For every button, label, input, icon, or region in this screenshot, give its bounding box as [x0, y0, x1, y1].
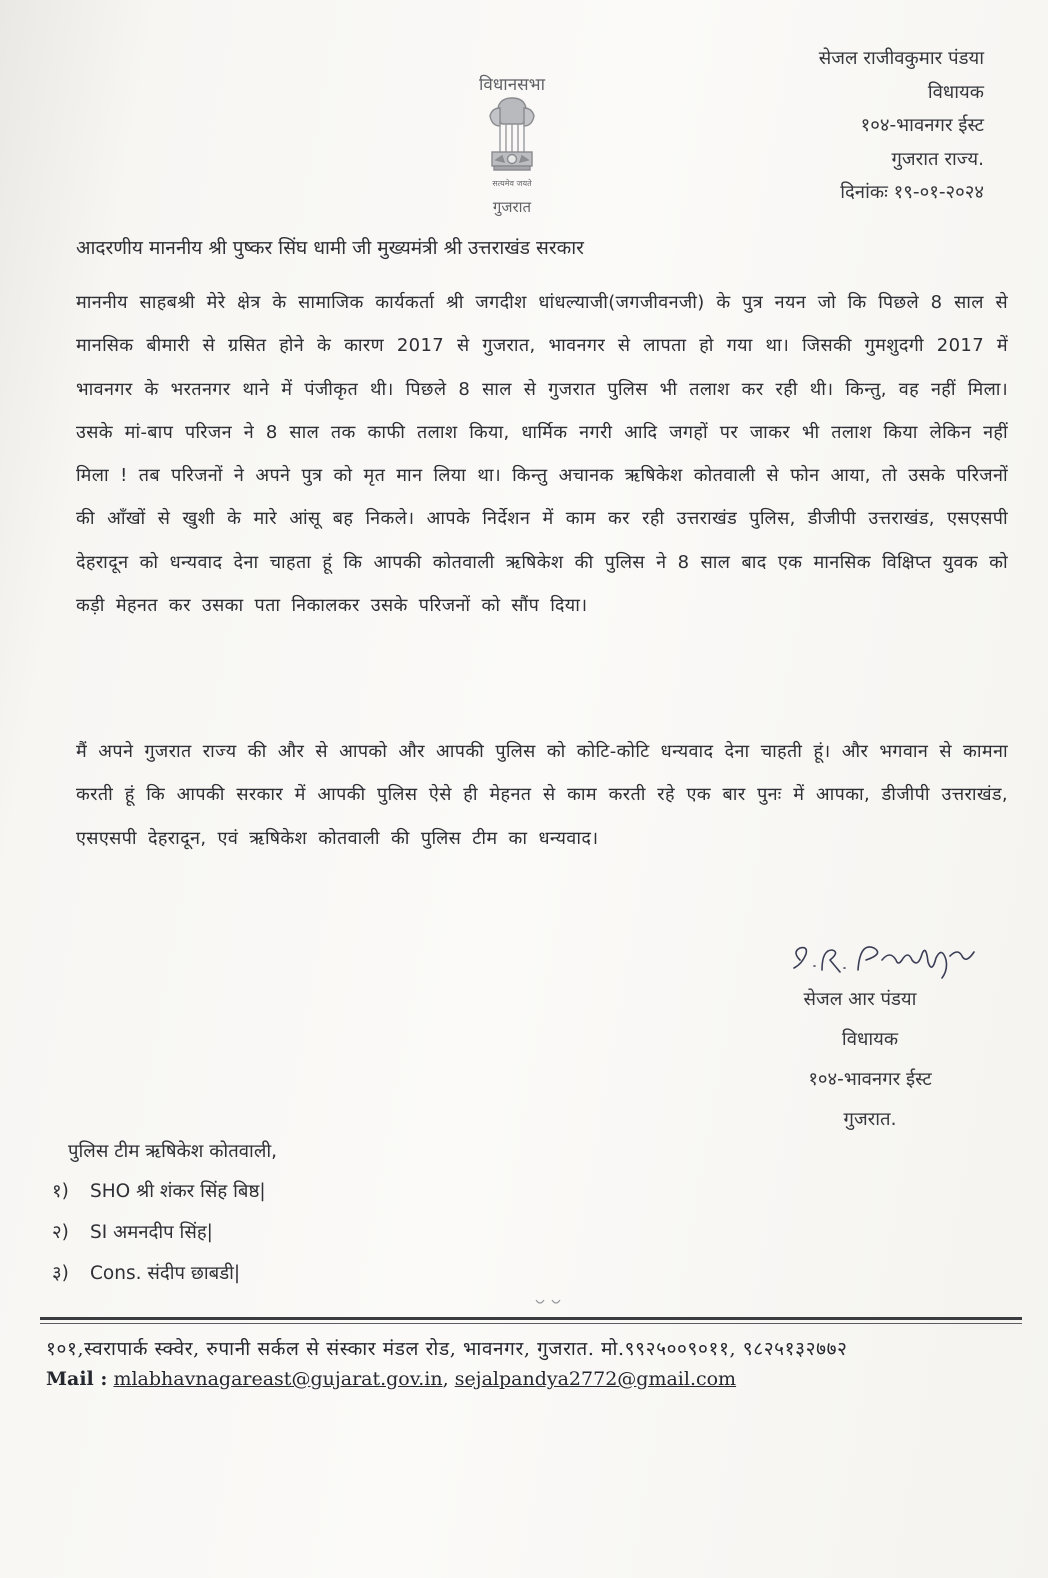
- list-number: २): [52, 1222, 69, 1243]
- member-name: SHO श्री शंकर सिंह बिष्ठ|: [90, 1181, 266, 1202]
- list-number: ३): [52, 1263, 69, 1284]
- police-team-list: [52, 1138, 278, 1294]
- state-emblem-icon: [470, 94, 554, 222]
- email-separator: ,: [442, 1368, 449, 1390]
- member-name: SI अमनदीप सिंह|: [90, 1222, 213, 1243]
- handwritten-signature: [786, 930, 986, 982]
- sender-state: गुजरात राज्य.: [891, 148, 984, 170]
- member-name: Cons. संदीप छाबडी|: [90, 1263, 241, 1284]
- signatory-state: गुजरात.: [843, 1109, 897, 1130]
- body-paragraph-2: मैं अपने गुजरात राज्य की और से आपको और आपकी पुलिस को कोटि-कोटि धन्यवाद देना चाहती हूं। और भगवान से कामना करती हूं कि आपकी सरकार में आपकी पुलिस ऐसे ही मेहनत से काम करती रहे एक बार पुनः में आपका, डीजीपी उत्तराखंड, एसएसपी देहरादून, एवं ऋषिकेश कोतवाली की पुलिस टीम का धन्यवाद।: [76, 741, 1008, 849]
- list-item: [52, 1253, 277, 1294]
- letter-date: दिनांकः १९-०१-२०२४: [840, 182, 984, 203]
- emblem-motto: सत्यमेव जयते: [492, 179, 532, 188]
- footer-mail: [46, 1368, 736, 1390]
- sender-name: सेजल राजीवकुमार पंडया: [818, 48, 984, 69]
- sender-constituency: १०४-भावनगर ईस्ट: [860, 115, 984, 136]
- footer-divider-thin: [40, 1323, 1022, 1324]
- signatory-constituency: १०४-भावनगर ईस्ट: [808, 1069, 932, 1090]
- list-number: १): [52, 1181, 69, 1202]
- list-item: [52, 1171, 277, 1212]
- signatory-block: [770, 980, 970, 1140]
- sender-designation: विधायक: [927, 81, 984, 103]
- email-link-official[interactable]: mlabhavnagareast@gujarat.gov.in: [113, 1368, 443, 1390]
- salutation: आदरणीय माननीय श्री पुष्कर सिंघ धामी जी मुख्यमंत्री श्री उत्तराखंड सरकार: [76, 237, 584, 259]
- police-team-heading: पुलिस टीम ऋषिकेश कोतवाली,: [68, 1141, 278, 1162]
- emblem-title: विधानसभा: [479, 75, 545, 95]
- signatory-designation: विधायक: [841, 1029, 899, 1050]
- body-paragraph-1: माननीय साहबश्री मेरे क्षेत्र के सामाजिक कार्यकर्ता श्री जगदीश धांधल्याजी(जगजीवनजी) के पुत्र नयन जो कि पिछले 8 साल से मानसिक बीमारी से ग्रसित होने के कारण 2017 से गुजरात, भावनगर से लापता हो गया था। जिसकी गुमशुदगी 2017 में भावनगर के भरतनगर थाने में पंजीकृत थी। पिछले 8 साल से गुजरात पुलिस भी तलाश कर रही थी। किन्तु, वह नहीं मिला। उसके मां-बाप परिजन ने 8 साल तक काफी तलाश किया, धार्मिक नगरी आदि जगहों पर जाकर भी तलाश किया लेकिन नहीं मिला ! तब परिजनों ने अपने पुत्र को मृत मान लिया था। किन्तु अचानक ऋषिकेश कोतवाली से फोन आया, तो उसके परिजनों की आँखों से खुशी के मारे आंसू बह निकले। आपके निर्देशन में काम कर रही उत्तराखंड पुलिस, डीजीपी उत्तराखंड, एसएसपी देहरादून को धन्यवाद देना चाहता हूं कि आपकी कोतवाली ऋषिकेश की पुलिस ने 8 साल बाद एक मानसिक विक्षिप्त युवक को कड़ी मेहनत कर उसका पता निकालकर उसके परिजनों को सौंप दिया।: [76, 292, 1008, 617]
- emblem-state: गुजरात: [492, 198, 532, 216]
- mail-label: Mail :: [46, 1368, 108, 1390]
- list-item: [52, 1212, 277, 1253]
- signatory-name: सेजल आर पंडया: [803, 989, 917, 1010]
- sender-block: [819, 42, 984, 210]
- footer-address: १०१,स्वरापार्क स्क्वेर, रुपानी सर्कल से संस्कार मंडल रोड, भावनगर, गुजरात. मो.९९२५००९०११, ९८२५१३२७७२: [46, 1338, 848, 1360]
- stray-mark: [532, 1296, 566, 1308]
- footer-divider: [40, 1317, 1022, 1320]
- email-link-personal[interactable]: sejalpandya2772@gmail.com: [454, 1368, 737, 1390]
